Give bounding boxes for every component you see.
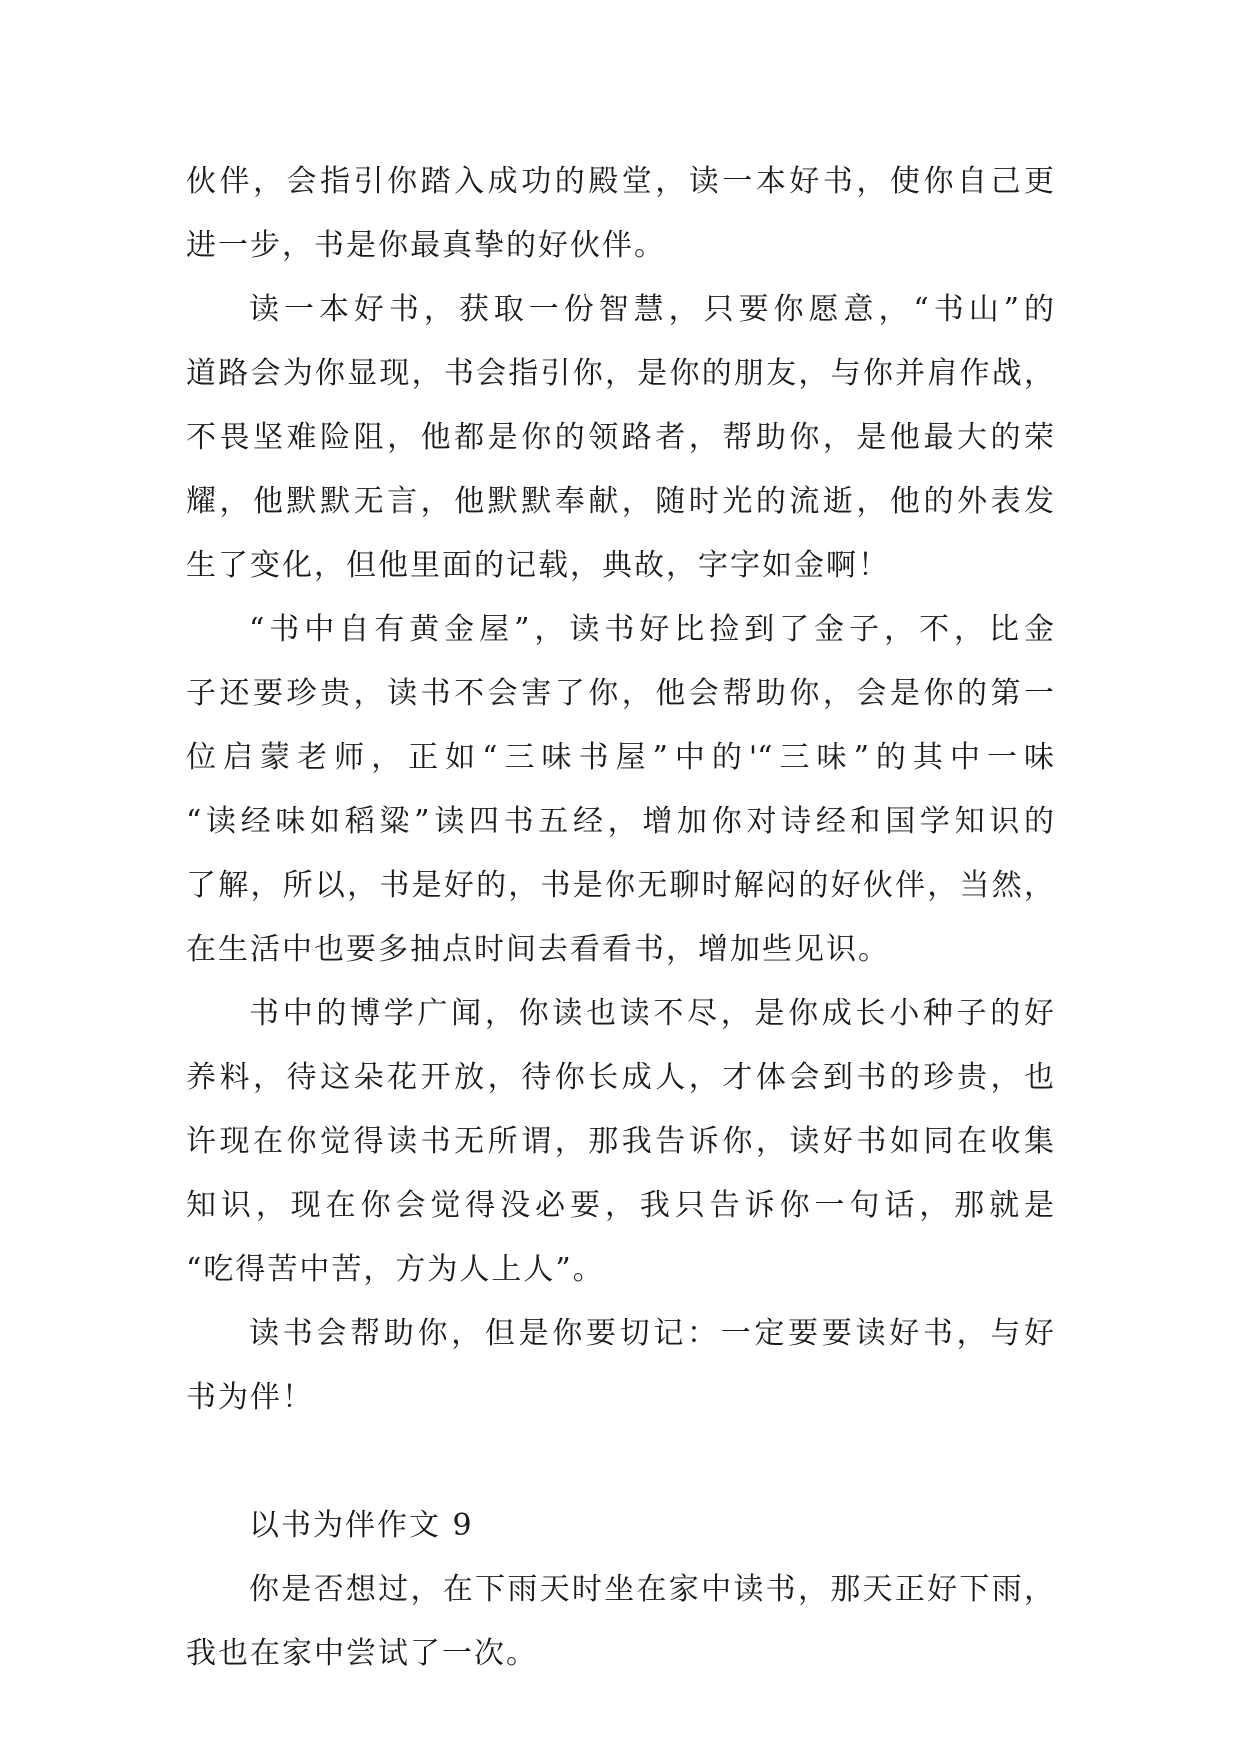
text-line: 不畏坚难险阻，他都是你的领路者，帮助你，是他最大的荣: [186, 420, 1054, 455]
text-line: 书中的博学广闻，你读也读不尽，是你成长小种子的好: [249, 996, 1054, 1031]
text-line: 你是否想过，在下雨天时坐在家中读书，那天正好下雨，: [249, 1572, 1054, 1607]
heading-line: 以书为伴作文 9: [249, 1508, 474, 1543]
text-line: “读经味如稻粱”读四书五经，增加你对诗经和国学知识的: [186, 804, 1054, 839]
text-line: 读一本好书，获取一份智慧，只要你愿意，“书山”的: [249, 292, 1054, 327]
paragraph: [186, 1558, 1054, 1686]
text-line: 养料，待这朵花开放，待你长成人，才体会到书的珍贵，也: [186, 1060, 1054, 1095]
text-line: 许现在你觉得读书无所谓，那我告诉你，读好书如同在收集: [186, 1124, 1054, 1159]
text-line: 在生活中也要多抽点时间去看看书，增加些见识。: [186, 932, 890, 967]
blank-line: [186, 1430, 1054, 1494]
text-line: 道路会为你显现，书会指引你，是你的朋友，与你并肩作战，: [186, 356, 1054, 391]
text-line: 耀，他默默无言，他默默奉献，随时光的流逝，他的外表发: [186, 484, 1054, 519]
text-line: 了解，所以，书是好的，书是你无聊时解闷的好伙伴，当然，: [186, 868, 1054, 903]
text-line: “书中自有黄金屋”，读书好比捡到了金子，不，比金: [249, 612, 1054, 647]
text-line: 进一步，书是你最真挚的好伙伴。: [186, 228, 666, 263]
paragraph: [186, 278, 1054, 598]
paragraph: [186, 598, 1054, 982]
text-line: 生了变化，但他里面的记载，典故，字字如金啊！: [186, 548, 890, 583]
paragraph: [186, 150, 1054, 278]
text-line: 子还要珍贵，读书不会害了你，他会帮助你，会是你的第一: [186, 676, 1054, 711]
text-line: 伙伴，会指引你踏入成功的殿堂，读一本好书，使你自己更: [186, 164, 1054, 199]
paragraph: [186, 982, 1054, 1302]
text-line: “吃得苦中苦，方为人上人”。: [186, 1252, 605, 1287]
section-heading: [186, 1494, 1054, 1558]
text-line: 读书会帮助你，但是你要切记：一定要要读好书，与好: [249, 1316, 1054, 1351]
text-line: 书为伴！: [186, 1380, 314, 1415]
text-line: 我也在家中尝试了一次。: [186, 1636, 538, 1671]
document-page: [186, 150, 1054, 1686]
text-line: 位启蒙老师，正如“三味书屋”中的'“三味”的其中一味: [186, 740, 1054, 775]
paragraph: [186, 1302, 1054, 1430]
text-line: 知识，现在你会觉得没必要，我只告诉你一句话，那就是: [186, 1188, 1054, 1223]
